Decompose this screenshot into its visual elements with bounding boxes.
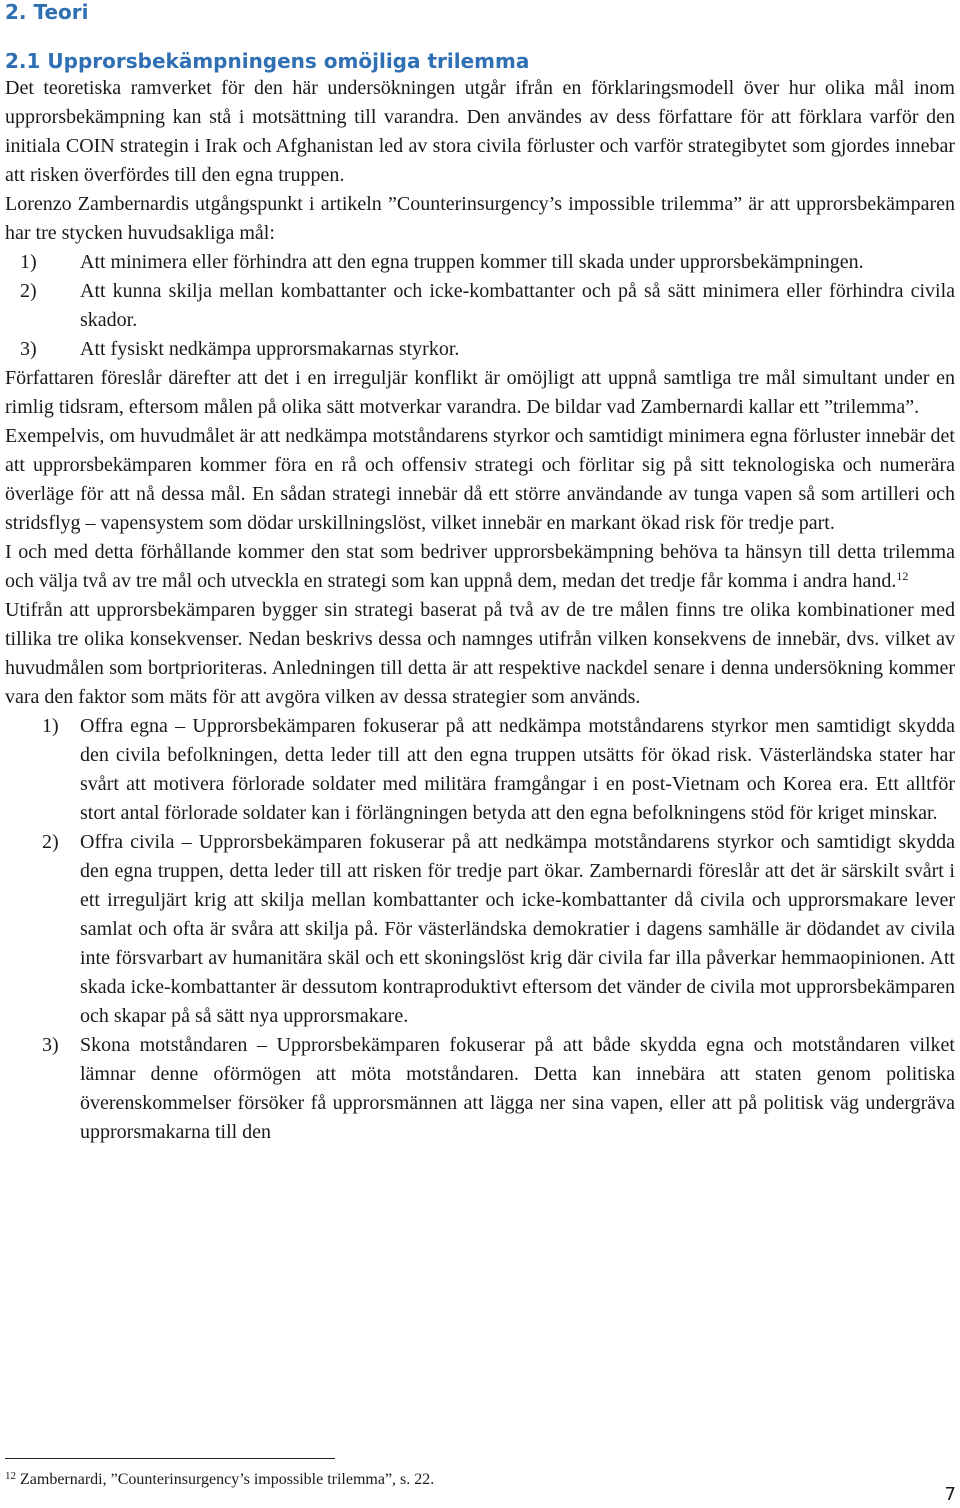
page-number: 7 — [944, 1484, 956, 1505]
strategies-list — [5, 712, 955, 1147]
footnote-text: Zambernardi, ”Counterinsurgency’s impossible trilemma”, s. 22. — [20, 1471, 435, 1488]
strategies-paragraph: Utifrån att upprorsbekämparen bygger sin strategi baserat på två av de tre målen finns tre olika kombinationer med tillika tre olika konsekvenser. Nedan beskrivs dessa och namnges utifrån vilken konsekvens de innebär, dvs. vilket av huvudmålen som bortprioriteras. Anledningen till detta är att respektive nackdel senare i denna undersökning kommer vara den faktor som mäts för att avgöra vilken av dessa strategier som används. — [5, 599, 955, 708]
list-item: 1) Att minimera eller förhindra att den egna truppen kommer till skada under upprorsbekämpningen. — [20, 251, 864, 273]
goals-list — [5, 248, 955, 364]
footnote-divider — [5, 1458, 335, 1459]
list-item: 3) Att fysiskt nedkämpa upprorsmakarnas styrkor. — [20, 338, 460, 360]
intro-paragraph: Det teoretiska ramverket för den här undersökningen utgår ifrån en förklaringsmodell över hur olika mål inom upprorsbekämpning kan stå i motsättning till varandra. Den användes av dess författare för att förklara varför den initiala COIN strategin i Irak och Afghanistan led av stora civila förluster och varför strategibytet som gjordes innebar att risken överfördes till den egna truppen. — [5, 77, 955, 186]
chapter-heading: 2. Teori — [5, 0, 89, 24]
list-item: 2) Att kunna skilja mellan kombattanter och icke-kombattanter och på så sätt minimera eller förhindra civila skador. — [20, 280, 955, 331]
example-paragraph: Exempelvis, om huvudmålet är att nedkämpa motståndarens styrkor och samtidigt minimera egna förluster innebär det att upprorsbekämparen kommer föra en rå och offensiv strategi och förlitar sig på sitt teknologiska och numerära överläge för att nå dessa mål. En sådan strategi innebär då ett större användande av tunga vapen så som artilleri och stridsflyg – vapensystem som dödar urskillningslöst, vilket innebär en markant ökad risk för tredje part. — [5, 425, 955, 534]
list-item: 1) Offra egna – Upprorsbekämparen fokuserar på att nedkämpa motståndarens styrkor men samtidigt skydda den civila befolkningen, detta leder till att den egna truppen utsätts för ökad risk. Västerländska stater har svårt att motivera förlorade soldater med militära framgångar i en post-Vietnam och Korea era. Ett alltför stort antal förlorade soldater kan i förlängningen betyda att den egna befolkningens stöd för kriget minskar. — [42, 715, 955, 824]
footnote-reference[interactable]: 12 — [896, 569, 909, 583]
list-item: 3) Skona motståndaren – Upprorsbekämparen fokuserar på att både skydda egna och motståndaren vilket lämnar denne oförmögen att möta motståndaren. Detta kan innebära att staten genom politiska överenskommelser försöker få upprorsmännen att lägga ner sina vapen, eller att på politisk väg undergräva upprorsmakarna till den — [42, 1034, 955, 1143]
lead-paragraph: Lorenzo Zambernardis utgångspunkt i artikeln ”Counterinsurgency’s impossible trilemma” är att upprorsbekämparen har tre stycken huvudsakliga mål: — [5, 193, 955, 244]
trilemma-paragraph: Författaren föreslår därefter att det i en irreguljär konflikt är omöjligt att uppnå samtliga tre mål simultant under en rimlig tidsram, eftersom målen på olika sätt motverkar varandra. De bildar vad Zambernardi kallar ett ”trilemma”. — [5, 367, 955, 418]
relation-paragraph: I och med detta förhållande kommer den stat som bedriver upprorsbekämpning behöva ta hänsyn till detta trilemma och välja två av tre mål och utveckla en strategi som kan uppnå dem, medan det tredje får komma i andra hand.$^{12}$ — [5, 541, 955, 592]
footnote-number: 12 — [5, 1470, 16, 1482]
footnote — [5, 1469, 434, 1491]
list-item: 2) Offra civila – Upprorsbekämparen fokuserar på att nedkämpa motståndarens styrkor och samtidigt skydda den egna truppen, detta leder till att risken för tredje part ökar. Zambernardi föreslår att det är särskilt svårt i ett irreguljärt krig att skilja mellan kombattanter och icke-kombattanter då civila och upprorsmakare lever samlat och ofta är svåra att skilja på. För västerländska demokratier i dagens samhälle är dödandet av civila inte försvarbart av humanitära skäl och ett skoningslöst krig där civila far illa påverkar hemmaopinionen. Att skada icke-kombattanter är dessutom kontraproduktivt eftersom det vänder de civila mot upprorsbekämparen och skapar på så sätt nya upprorsmakare. — [42, 831, 955, 1027]
document-page — [5, 0, 955, 1147]
section-heading: 2.1 Upprorsbekämpningens omöjliga trilemma — [5, 49, 530, 73]
